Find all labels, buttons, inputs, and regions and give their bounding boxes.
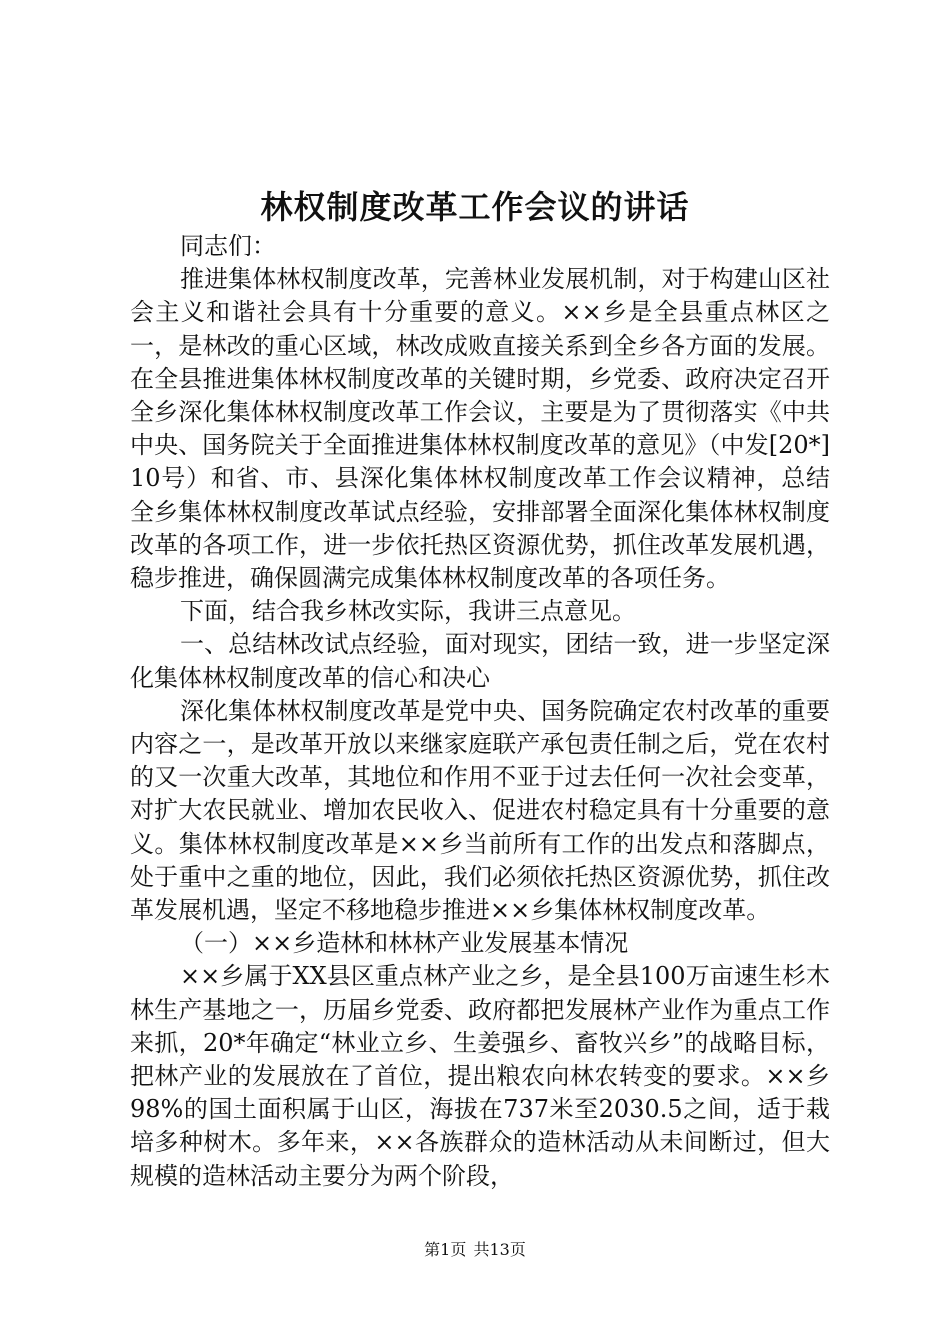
page-total: 共13页 xyxy=(473,1240,526,1259)
page-footer xyxy=(0,1238,950,1262)
document-title: 林权制度改革工作会议的讲话 xyxy=(260,188,690,226)
paragraph: 推进集体林权制度改革，完善林业发展机制，对于构建山区社会主义和谐社会具有十分重要的意义。××乡是全县重点林区之一，是林改的重心区域，林改成败直接关系到全乡各方面的发展。在全县推进集体林权制度改革的关键时期，乡党委、政府决定召开全乡深化集体林权制度改革工作会议，主要是为了贯彻落实《中共中央、国务院关于全面推进集体林权制度改革的意见》（中发[20*]10号）和省、市、县深化集体林权制度改革工作会议精神，总结全乡集体林权制度改革试点经验，安排部署全面深化集体林权制度改革的各项工作，进一步依托热区资源优势，抓住改革发展机遇，稳步推进，确保圆满完成集体林权制度改革的各项任务。 xyxy=(130,265,830,593)
paragraph: ××乡属于XX县区重点林产业之乡，是全县100万亩速生杉木林生产基地之一，历届乡党委、政府都把发展林产业作为重点工作来抓，20*年确定“林业立乡、生姜强乡、畜牧兴乡”的战略目标，把林产业的发展放在了首位，提出粮农向林农转变的要求。××乡98%的国土面积属于山区，海拔在737米至2030.5之间，适于栽培多种树木。多年来，××各族群众的造林活动从未间断过，但大规模的造林活动主要分为两个阶段， xyxy=(130,962,830,1190)
paragraph: 下面，结合我乡林改实际，我讲三点意见。 xyxy=(180,597,636,626)
section-heading: 一、总结林改试点经验，面对现实，团结一致，进一步坚定深化集体林权制度改革的信心和决心 xyxy=(130,630,830,692)
document-body xyxy=(130,230,830,1193)
subsection-heading: （一）××乡造林和林林产业发展基本情况 xyxy=(180,929,629,958)
page-number: 第1页 xyxy=(424,1240,467,1259)
paragraph: 深化集体林权制度改革是党中央、国务院确定农村改革的重要内容之一，是改革开放以来继家庭联产承包责任制之后，党在农村的又一次重大改革，其地位和作用不亚于过去任何一次社会变革，对扩大农民就业、增加农民收入、促进农村稳定具有十分重要的意义。集体林权制度改革是××乡当前所有工作的出发点和落脚点，处于重中之重的地位，因此，我们必须依托热区资源优势，抓住改革发展机遇，坚定不移地稳步推进××乡集体林权制度改革。 xyxy=(130,696,830,925)
salutation: 同志们： xyxy=(180,232,276,260)
